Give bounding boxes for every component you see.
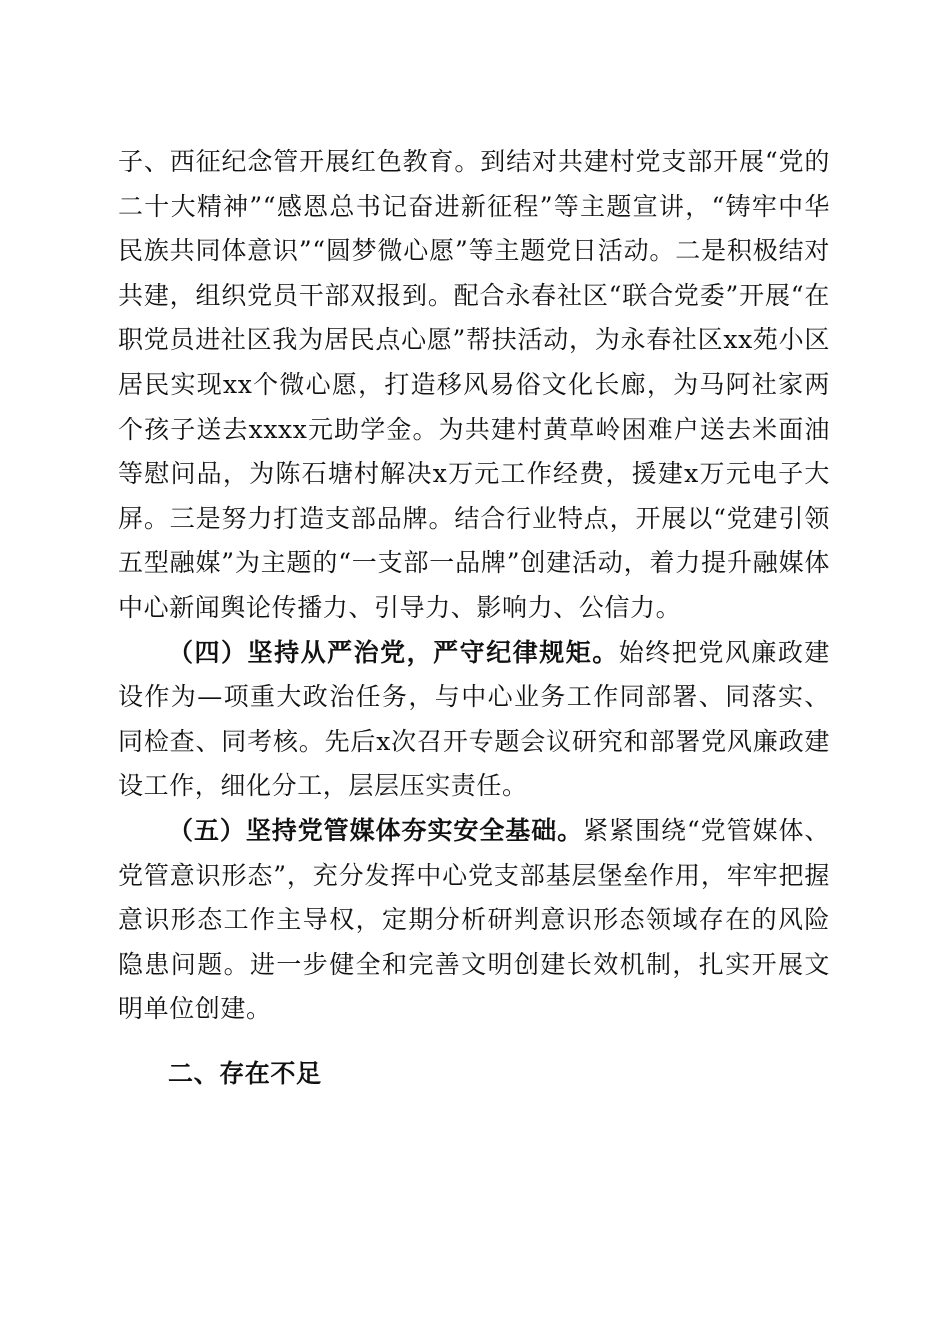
paragraph-body-strict-party-governance: 始终把党风廉政建设作为—项重大政治任务，与中心业务工作同部署、同落实、同检查、同考核。先后x次召开专题会议研究和部署党风廉政建设工作，细化分工，层层压实责任。 [118, 637, 830, 801]
subheading-media-security: （五）坚持党管媒体夯实安全基础。 [168, 815, 584, 845]
paragraph-body-media-security: 紧紧围绕“党管媒体、党管意识形态”，充分发挥中心党支部基层堡垒作用，牢牢把握意识形态工作主导权，定期分析研判意识形态领域存在的风险隐患问题。进一步健全和完善文明创建长效机制，扎实开展文明单位创建。 [118, 815, 830, 1024]
subheading-strict-party-governance: （四）坚持从严治党，严守纪律规矩。 [168, 637, 619, 667]
document-page [118, 140, 830, 1096]
section-heading-shortcomings: 二、存在不足 [168, 1058, 322, 1088]
paragraph-media-security [118, 809, 830, 1032]
paragraph-party-building-activities: 子、西征纪念管开展红色教育。到结对共建村党支部开展“党的二十大精神”“感恩总书记奋进新征程”等主题宣讲，“铸牢中华民族共同体意识”“圆梦微心愿”等主题党日活动。二是积极结对共建，组织党员干部双报到。配合永春社区“联合党委”开展“在职党员进社区我为居民点心愿”帮扶活动，为永春社区xx苑小区居民实现xx个微心愿，打造移风易俗文化长廊，为马阿社家两个孩子送去xxxx元助学金。为共建村黄草岭困难户送去米面油等慰问品，为陈石塘村解决x万元工作经费，援建x万元电子大屏。三是努力打造支部品牌。结合行业特点，开展以“党建引领五型融媒”为主题的“一支部一品牌”创建活动，着力提升融媒体中心新闻舆论传播力、引导力、影响力、公信力。 [118, 147, 830, 622]
paragraph-strict-party-governance [118, 631, 830, 809]
